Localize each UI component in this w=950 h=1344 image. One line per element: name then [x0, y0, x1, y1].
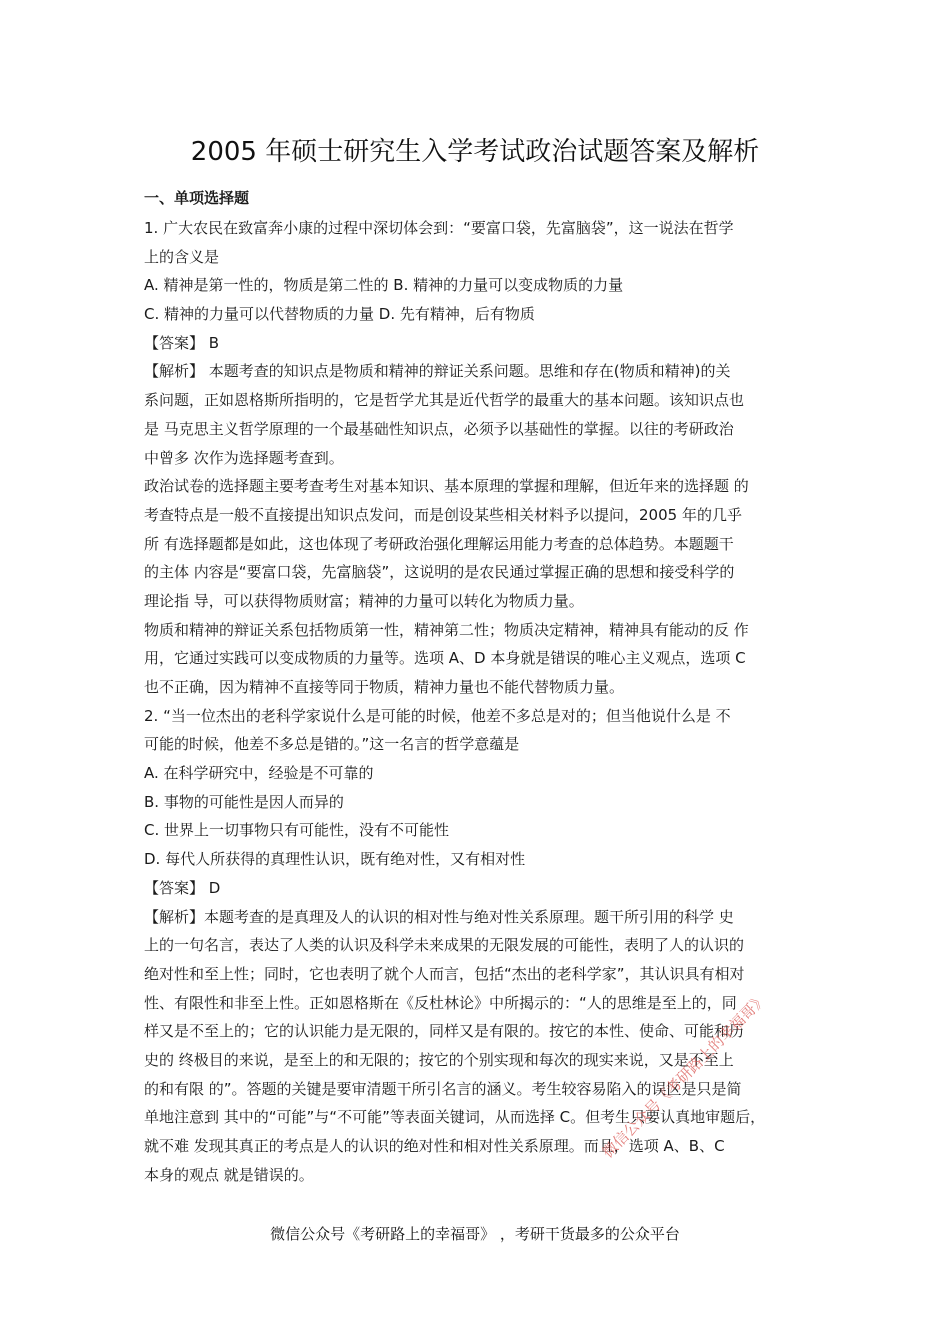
text-line: 理论指 导，可以获得物质财富；精神的力量可以转化为物质力量。 — [144, 591, 584, 610]
text-line: 可能的时候，他差不多总是错的。”这一名言的哲学意蕴是 — [144, 735, 520, 754]
text-line: 2. “当一位杰出的老科学家说什么是可能的时候，他差不多总是对的；但当他说什么是 不 — [144, 706, 731, 725]
text-line: 样又是不至上的；它的认识能力是无限的，同样又是有限的。按它的本性、使命、可能和历 — [144, 1022, 745, 1041]
text-line: 是 马克思主义哲学原理的一个最基础性知识点，必须予以基础性的掌握。以往的考研政治 — [144, 419, 734, 438]
text-line: 中曾多 次作为选择题考查到。 — [144, 448, 344, 467]
text-line: A. 精神是第一性的，物质是第二性的 B. 精神的力量可以变成物质的力量 — [144, 276, 624, 295]
text-line: 的主体 内容是“要富口袋，先富脑袋”，这说明的是农民通过掌握正确的思想和接受科学的 — [144, 563, 735, 582]
text-line: 政治试卷的选择题主要考查考生对基本知识、基本原理的掌握和理解，但近年来的选择题 的 — [144, 477, 749, 496]
text-line: 用，它通过实践可以变成物质的力量等。选项 A、D 本身就是错误的唯心主义观点，选项 C — [144, 649, 746, 668]
text-line: D. 每代人所获得的真理性认识，既有绝对性，又有相对性 — [144, 850, 526, 869]
text-line: 系问题，正如恩格斯所指明的，它是哲学尤其是近代哲学的最重大的基本问题。该知识点也 — [144, 391, 745, 410]
text-line: 就不难 发现其真正的考点是人的认识的绝对性和相对性关系原理。而且，选项 A、B、C — [144, 1137, 725, 1155]
text-line: 考查特点是一般不直接提出知识点发问，而是创设某些相关材料予以提问，2005 年的几乎 — [144, 505, 742, 524]
watermark: 微信公众号《考研路上的幸福哥》 — [598, 989, 771, 1162]
text-line: 【答案】 D — [144, 878, 221, 897]
text-line: C. 精神的力量可以代替物质的力量 D. 先有精神，后有物质 — [144, 305, 535, 324]
text-line: 本身的观点 就是错误的。 — [144, 1165, 314, 1184]
text-line: 上的含义是 — [144, 247, 220, 266]
text-line: B. 事物的可能性是因人而异的 — [144, 792, 344, 811]
page-footer: 微信公众号《考研路上的幸福哥》 ，考研干货最多的公众平台 — [270, 1225, 680, 1243]
text-line: 的和有限 的”。答题的关键是要审清题干所引名言的涵义。考生较容易陷入的误区是只是简 — [144, 1079, 742, 1098]
text-line: 1. 广大农民在致富奔小康的过程中深切体会到：“要富口袋，先富脑袋”，这一说法在哲学 — [144, 219, 734, 237]
section-heading: 一、单项选择题 — [144, 189, 250, 207]
text-line: C. 世界上一切事物只有可能性，没有不可能性 — [144, 821, 450, 840]
page-title: 2005 年硕士研究生入学考试政治试题答案及解析 — [190, 137, 760, 167]
text-line: A. 在科学研究中，经验是不可靠的 — [144, 764, 374, 783]
text-line: 性、有限性和非至上性。正如恩格斯在《反杜林论》中所揭示的：“人的思维是至上的，同 — [144, 993, 737, 1012]
text-line: 物质和精神的辩证关系包括物质第一性，精神第二性；物质决定精神，精神具有能动的反 作 — [144, 620, 749, 639]
text-line: 【解析】本题考查的是真理及人的认识的相对性与绝对性关系原理。题干所引用的科学 史 — [144, 907, 734, 926]
text-line: 绝对性和至上性；同时，它也表明了就个人而言，包括“杰出的老科学家”，其认识具有相对 — [144, 964, 745, 983]
text-line: 史的 终极目的来说，是至上的和无限的；按它的个别实现和每次的现实来说，又是不至上 — [144, 1050, 734, 1069]
text-line: 【答案】 B — [144, 333, 220, 352]
text-line: 也不正确，因为精神不直接等同于物质，精神力量也不能代替物质力量。 — [144, 678, 625, 696]
text-line: 所 有选择题都是如此，这也体现了考研政治强化理解运用能力考查的总体趋势。本题题干 — [144, 534, 734, 553]
text-line: 【解析】 本题考查的知识点是物质和精神的辩证关系问题。思维和存在(物质和精神)的关 — [144, 362, 731, 381]
text-line: 单地注意到 其中的“可能”与“不可能”等表面关键词，从而选择 C。但考生只要认真地审题后， — [144, 1108, 766, 1127]
text-line: 上的一句名言，表达了人类的认识及科学未来成果的无限发展的可能性，表明了人的认识的 — [144, 936, 745, 955]
